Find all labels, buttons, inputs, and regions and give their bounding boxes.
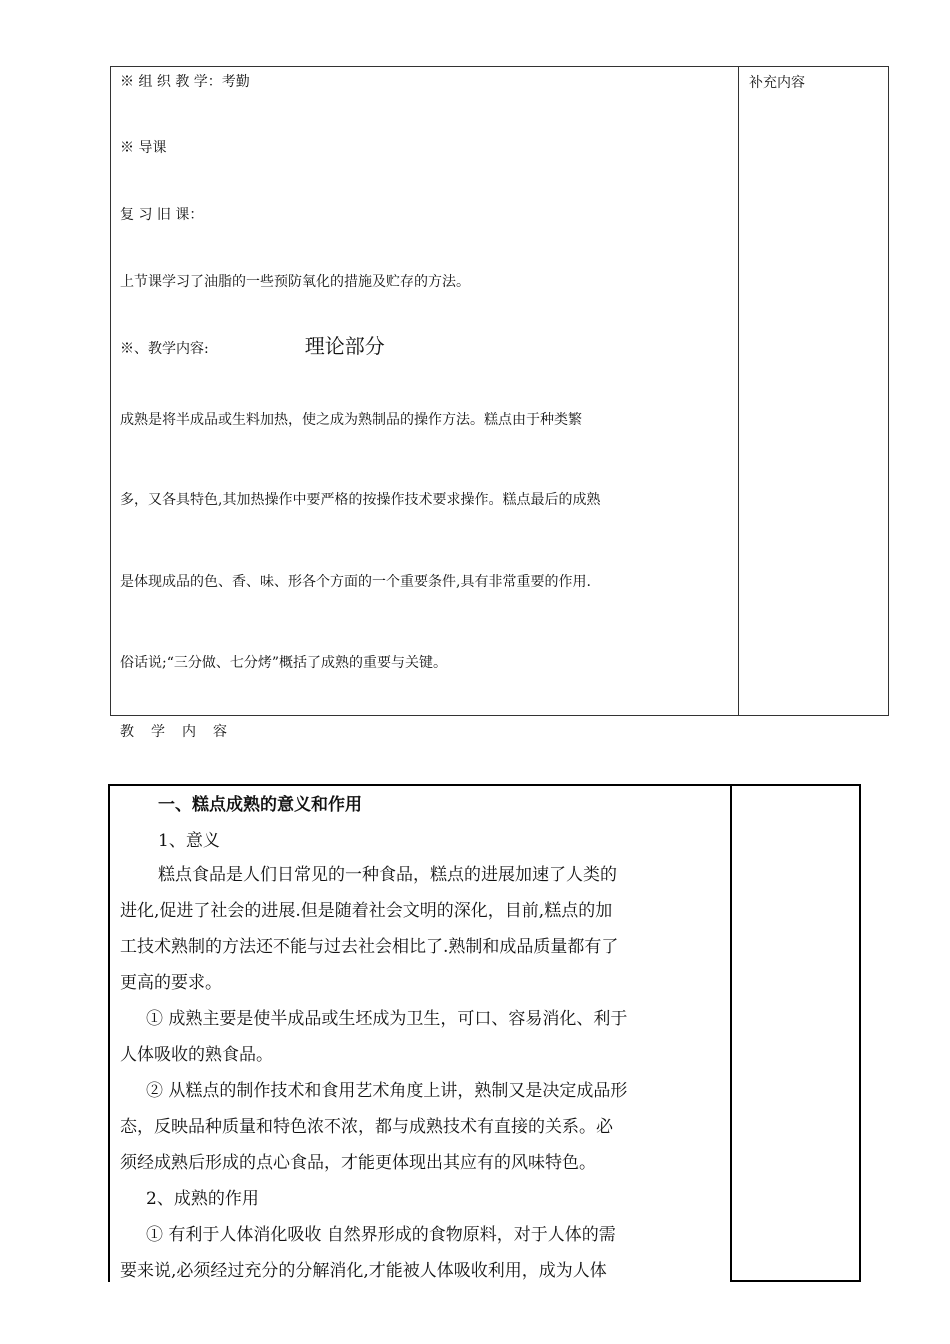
paragraph-line: 人体吸收的熟食品。: [120, 1045, 273, 1065]
section-heading: 一、糕点成熟的意义和作用: [158, 795, 362, 815]
organize-teaching-line: ※ 组 织 教 学：考勤: [120, 74, 250, 90]
review-label: 复 习 旧 课：: [120, 207, 204, 223]
paragraph-line: 须经成熟后形成的点心食品，才能更体现出其应有的风味特色。: [120, 1153, 596, 1173]
paragraph-line: 糕点食品是人们日常见的一种食品，糕点的进展加速了人类的: [158, 865, 617, 885]
paragraph-line: ① 成熟主要是使半成品或生坯成为卫生，可口、容易消化、利于: [146, 1009, 628, 1029]
paragraph-line: ② 从糕点的制作技术和食用艺术角度上讲，熟制又是决定成品形: [146, 1081, 628, 1101]
paragraph-line: 要来说,必须经过充分的分解消化,才能被人体吸收利用，成为人体: [120, 1261, 607, 1281]
paragraph-line: 更高的要求。: [120, 973, 222, 993]
teaching-content-label: 教学内容: [120, 724, 244, 740]
lesson-plan-table: [110, 66, 889, 716]
paragraph-line: ① 有利于人体消化吸收 自然界形成的食物原料，对于人体的需: [146, 1225, 616, 1245]
subheading-function: 2、成熟的作用: [146, 1189, 259, 1209]
supplement-label: 补充内容: [749, 75, 805, 91]
content-label: ※、教学内容:: [120, 341, 209, 357]
paragraph-line: 态，反映品种质量和特色浓不浓，都与成熟技术有直接的关系。必: [120, 1117, 613, 1137]
paragraph-line: 多，又各具特色,其加热操作中要严格的按操作技术要求操作。糕点最后的成熟: [120, 492, 601, 508]
paragraph-line: 成熟是将半成品或生料加热，使之成为熟制品的操作方法。糕点由于种类繁: [120, 412, 582, 428]
content-heading: 理论部分: [304, 334, 385, 358]
column-divider: [730, 786, 732, 1282]
side-cell-bottom-border: [730, 1280, 859, 1282]
paragraph-line: 工技术熟制的方法还不能与过去社会相比了.熟制和成品质量都有了: [120, 937, 619, 957]
subheading-meaning: 1、意义: [158, 831, 220, 851]
lead-in-line: ※ 导课: [120, 140, 167, 156]
review-text: 上节课学习了油脂的一些预防氧化的措施及贮存的方法。: [120, 274, 470, 290]
paragraph-line: 是体现成品的色、香、味、形各个方面的一个重要条件,具有非常重要的作用.: [120, 574, 591, 590]
paragraph-line: 俗话说;“三分做、七分烤”概括了成熟的重要与关键。: [120, 655, 448, 671]
paragraph-line: 进化,促进了社会的进展.但是随着社会文明的深化，目前,糕点的加: [120, 901, 613, 921]
content-line: [120, 330, 385, 359]
content-table: [108, 784, 861, 1282]
column-divider: [738, 67, 739, 715]
